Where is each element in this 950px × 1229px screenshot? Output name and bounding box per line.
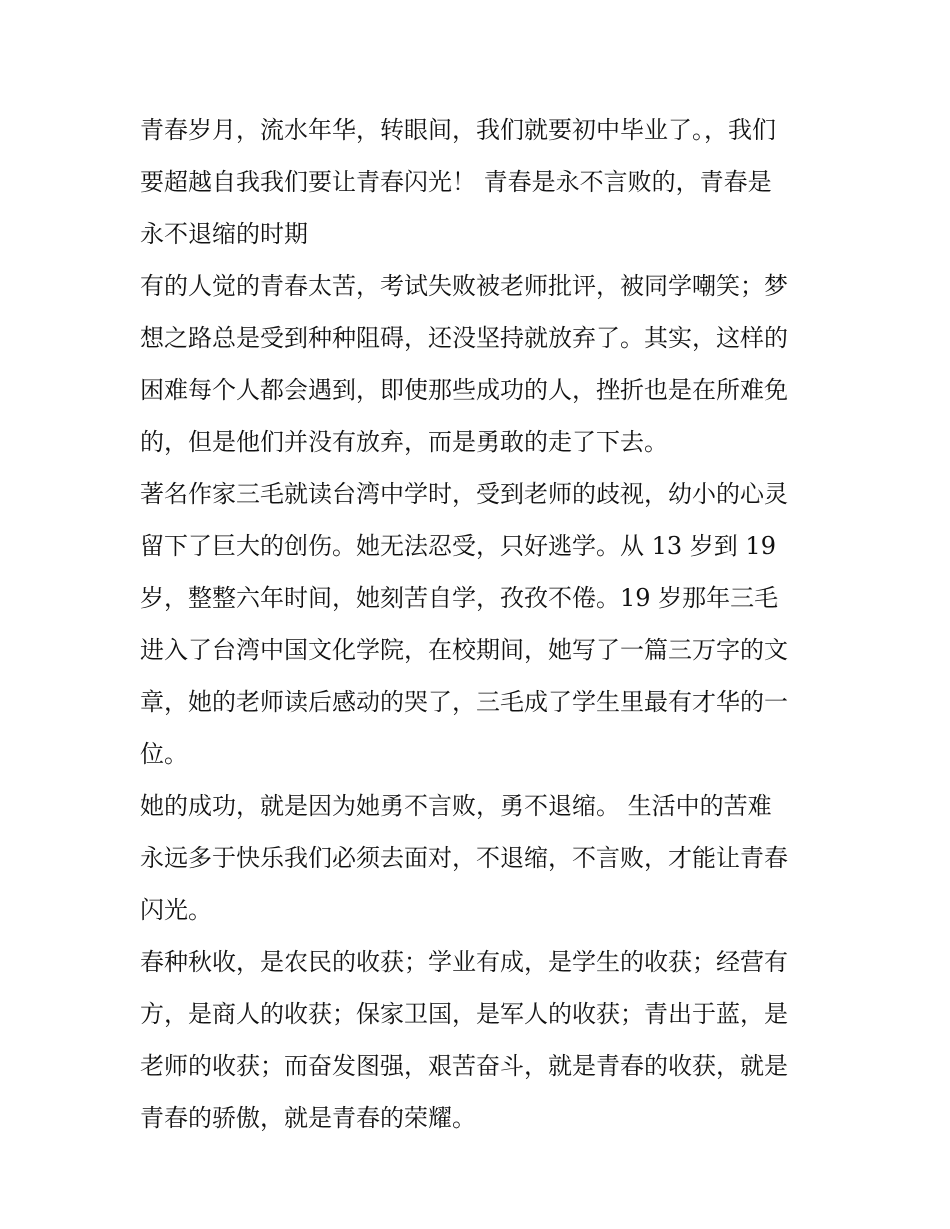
paragraph-line: 春种秋收，是农民的收获；学业有成，是学生的收获；经营有 (140, 948, 788, 976)
paragraph-line: 青春的骄傲，就是青春的荣耀。 (140, 1104, 476, 1132)
paragraph-line: 进入了台湾中国文化学院，在校期间，她写了一篇三万字的文 (140, 636, 788, 664)
paragraph-line: 著名作家三毛就读台湾中学时，受到老师的歧视，幼小的心灵 (140, 480, 788, 508)
paragraph-line: 老师的收获；而奋发图强，艰苦奋斗，就是青春的收获，就是 (140, 1052, 788, 1080)
paragraph-5 (140, 936, 820, 1144)
paragraph-line: 留下了巨大的创伤。她无法忍受，只好逃学。从 13 岁到 19 (140, 532, 776, 560)
paragraph-line: 青春岁月，流水年华，转眼间，我们就要初中毕业了。，我们 (140, 116, 776, 144)
paragraph-line: 闪光。 (140, 896, 212, 924)
paragraph-line: 困难每个人都会遇到，即使那些成功的人，挫折也是在所难免 (140, 376, 788, 404)
paragraph-line: 永远多于快乐我们必须去面对，不退缩，不言败，才能让青春 (140, 844, 788, 872)
paragraph-line: 想之路总是受到种种阻碍，还没坚持就放弃了。其实，这样的 (140, 324, 788, 352)
document-body (140, 104, 820, 1144)
paragraph-line: 岁，整整六年时间，她刻苦自学，孜孜不倦。19 岁那年三毛 (140, 584, 779, 612)
paragraph-line: 她的成功，就是因为她勇不言败，勇不退缩。 生活中的苦难 (140, 792, 772, 820)
paragraph-line: 有的人觉的青春太苦，考试失败被老师批评，被同学嘲笑；梦 (140, 272, 788, 300)
paragraph-line: 永不退缩的时期 (140, 220, 308, 248)
paragraph-line: 方，是商人的收获；保家卫国，是军人的收获；青出于蓝，是 (140, 1000, 788, 1028)
paragraph-3 (140, 468, 820, 780)
paragraph-line: 位。 (140, 740, 188, 768)
paragraph-1 (140, 104, 820, 260)
paragraph-line: 要超越自我我们要让青春闪光！ 青春是永不言败的，青春是 (140, 168, 772, 196)
paragraph-line: 章，她的老师读后感动的哭了，三毛成了学生里最有才华的一 (140, 688, 788, 716)
paragraph-4 (140, 780, 820, 936)
paragraph-2 (140, 260, 820, 468)
paragraph-line: 的，但是他们并没有放弃，而是勇敢的走了下去。 (140, 428, 668, 456)
